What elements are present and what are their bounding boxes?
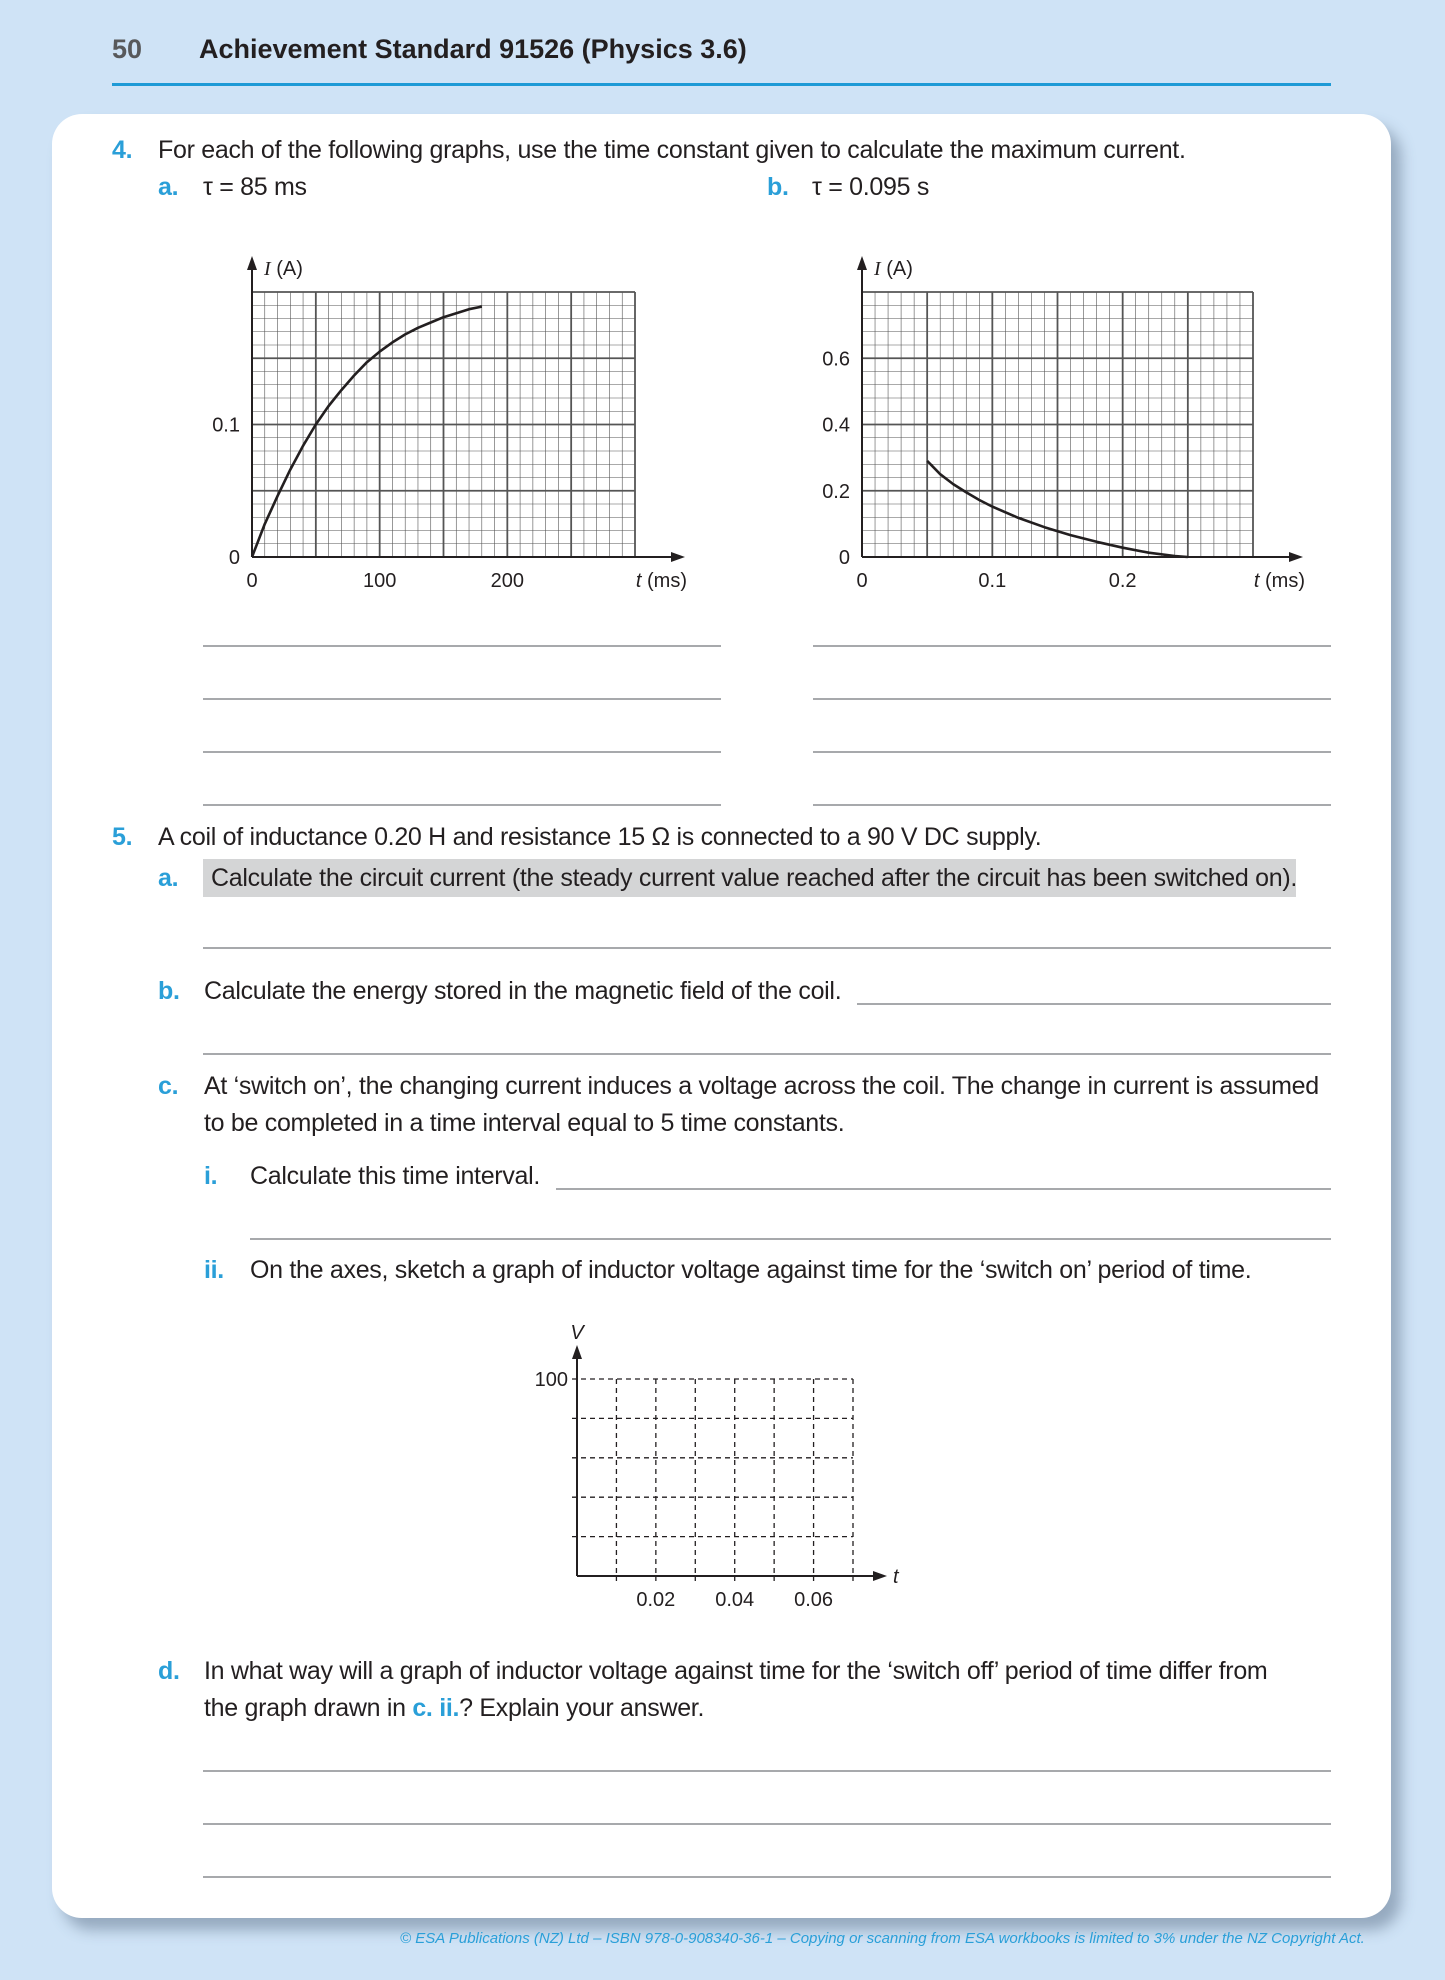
- y-tick-label: 0.4: [822, 414, 850, 437]
- answer-line-4b-1[interactable]: [813, 645, 1331, 647]
- question-5-number: 5.: [112, 823, 133, 851]
- question-5b-label: b.: [158, 977, 180, 1005]
- y-tick-label: 0.1: [212, 414, 240, 437]
- answer-line-5d-3[interactable]: [203, 1876, 1331, 1878]
- question-5d-text-line2: [204, 1693, 704, 1723]
- y-axis-label: I (A): [264, 258, 303, 280]
- question-5-text: A coil of inductance 0.20 H and resistance 15 Ω is connected to a 90 V DC supply.: [158, 823, 1042, 851]
- x-tick-label: 0.06: [794, 1589, 834, 1611]
- x-tick-label: 0.04: [715, 1589, 755, 1611]
- answer-line-5ci-1[interactable]: [556, 1188, 1331, 1190]
- x-tick-label: 0: [856, 570, 868, 592]
- y-axis-arrowhead-icon: [857, 256, 867, 270]
- answer-line-4b-3[interactable]: [813, 751, 1331, 753]
- answer-line-5d-2[interactable]: [203, 1823, 1331, 1825]
- answer-line-5a[interactable]: [203, 947, 1331, 949]
- question-5d-text-pre: the graph drawn in: [204, 1694, 413, 1722]
- question-4-text: For each of the following graphs, use the time constant given to calculate the maximum current.: [158, 136, 1186, 164]
- copyright-footer: © ESA Publications (NZ) Ltd – ISBN 978-0-908340-36-1 – Copying or scanning from ESA workbooks is limited to 3% under the NZ Copyright Act.: [400, 1930, 1365, 1947]
- answer-line-4a-3[interactable]: [203, 751, 721, 753]
- question-5a-text: Calculate the circuit current (the steady current value reached after the circuit has been switched on).: [203, 859, 1296, 897]
- x-tick-label: 100: [362, 570, 397, 592]
- question-5d-reference: c. ii.: [412, 1694, 460, 1722]
- y-tick-label: 0: [838, 547, 850, 569]
- y-tick-label: 0.6: [822, 348, 850, 371]
- question-4b-tau: τ = 0.095 s: [812, 173, 930, 201]
- question-5d-text-line1: In what way will a graph of inductor voltage against time for the ‘switch off’ period of time differ from: [204, 1657, 1268, 1685]
- answer-line-5ci-2[interactable]: [250, 1238, 1331, 1240]
- answer-line-4b-2[interactable]: [813, 698, 1331, 700]
- question-5c-text-line2: to be completed in a time interval equal to 5 time constants.: [204, 1109, 845, 1137]
- x-tick-label: 0.1: [978, 570, 1007, 592]
- question-5ci-text: Calculate this time interval.: [250, 1162, 541, 1190]
- header-divider: [112, 83, 1331, 86]
- answer-line-4b-4[interactable]: [813, 804, 1331, 806]
- x-axis-label: t (ms): [635, 570, 687, 592]
- y-axis-label: I (A): [874, 258, 913, 280]
- question-5c-text-line1: At ‘switch on’, the changing current induces a voltage across the coil. The change in current is assumed: [204, 1072, 1319, 1100]
- graph-5cii[interactable]: [520, 1310, 920, 1620]
- question-5ci-label: i.: [204, 1162, 218, 1190]
- answer-line-4a-2[interactable]: [203, 698, 721, 700]
- answer-line-5b-1[interactable]: [857, 1003, 1331, 1005]
- page-title: Achievement Standard 91526 (Physics 3.6): [199, 34, 747, 64]
- y-axis-arrowhead-icon: [247, 256, 257, 270]
- x-axis-label: t: [893, 1566, 899, 1588]
- graph-4a: [190, 245, 710, 600]
- answer-line-5b-2[interactable]: [203, 1053, 1331, 1055]
- question-5c-label: c.: [158, 1072, 179, 1100]
- x-tick-label: 0.02: [636, 1589, 676, 1611]
- y-tick-label: 0.2: [822, 480, 850, 503]
- y-tick-label: 0: [228, 547, 240, 569]
- x-axis-arrowhead-icon: [1289, 552, 1303, 562]
- question-5d-label: d.: [158, 1657, 180, 1685]
- x-tick-label: 0.2: [1108, 570, 1137, 592]
- question-5cii-label: ii.: [204, 1256, 224, 1284]
- x-axis-arrowhead-icon: [873, 1571, 887, 1581]
- answer-line-4a-1[interactable]: [203, 645, 721, 647]
- x-tick-label: 0: [246, 570, 258, 592]
- answer-line-4a-4[interactable]: [203, 804, 721, 806]
- question-4a-tau: τ = 85 ms: [203, 173, 307, 201]
- answer-line-5d-1[interactable]: [203, 1770, 1331, 1772]
- y-tick-label: 100: [534, 1369, 568, 1391]
- question-4-number: 4.: [112, 136, 133, 164]
- x-axis-arrowhead-icon: [671, 552, 685, 562]
- question-4b-label: b.: [767, 173, 789, 201]
- page-number: 50: [112, 34, 143, 64]
- y-axis-label: V: [570, 1322, 584, 1344]
- graph-4b: [800, 245, 1320, 600]
- question-5b-text: Calculate the energy stored in the magnetic field of the coil.: [204, 977, 842, 1005]
- question-5a-label: a.: [158, 864, 179, 892]
- x-axis-label: t (ms): [1253, 570, 1305, 592]
- question-5d-text-post: ? Explain your answer.: [459, 1694, 705, 1722]
- question-5cii-text: On the axes, sketch a graph of inductor voltage against time for the ‘switch on’ period of time.: [250, 1256, 1252, 1284]
- x-tick-label: 200: [490, 570, 525, 592]
- question-4a-label: a.: [158, 173, 179, 201]
- y-axis-arrowhead-icon: [572, 1345, 582, 1359]
